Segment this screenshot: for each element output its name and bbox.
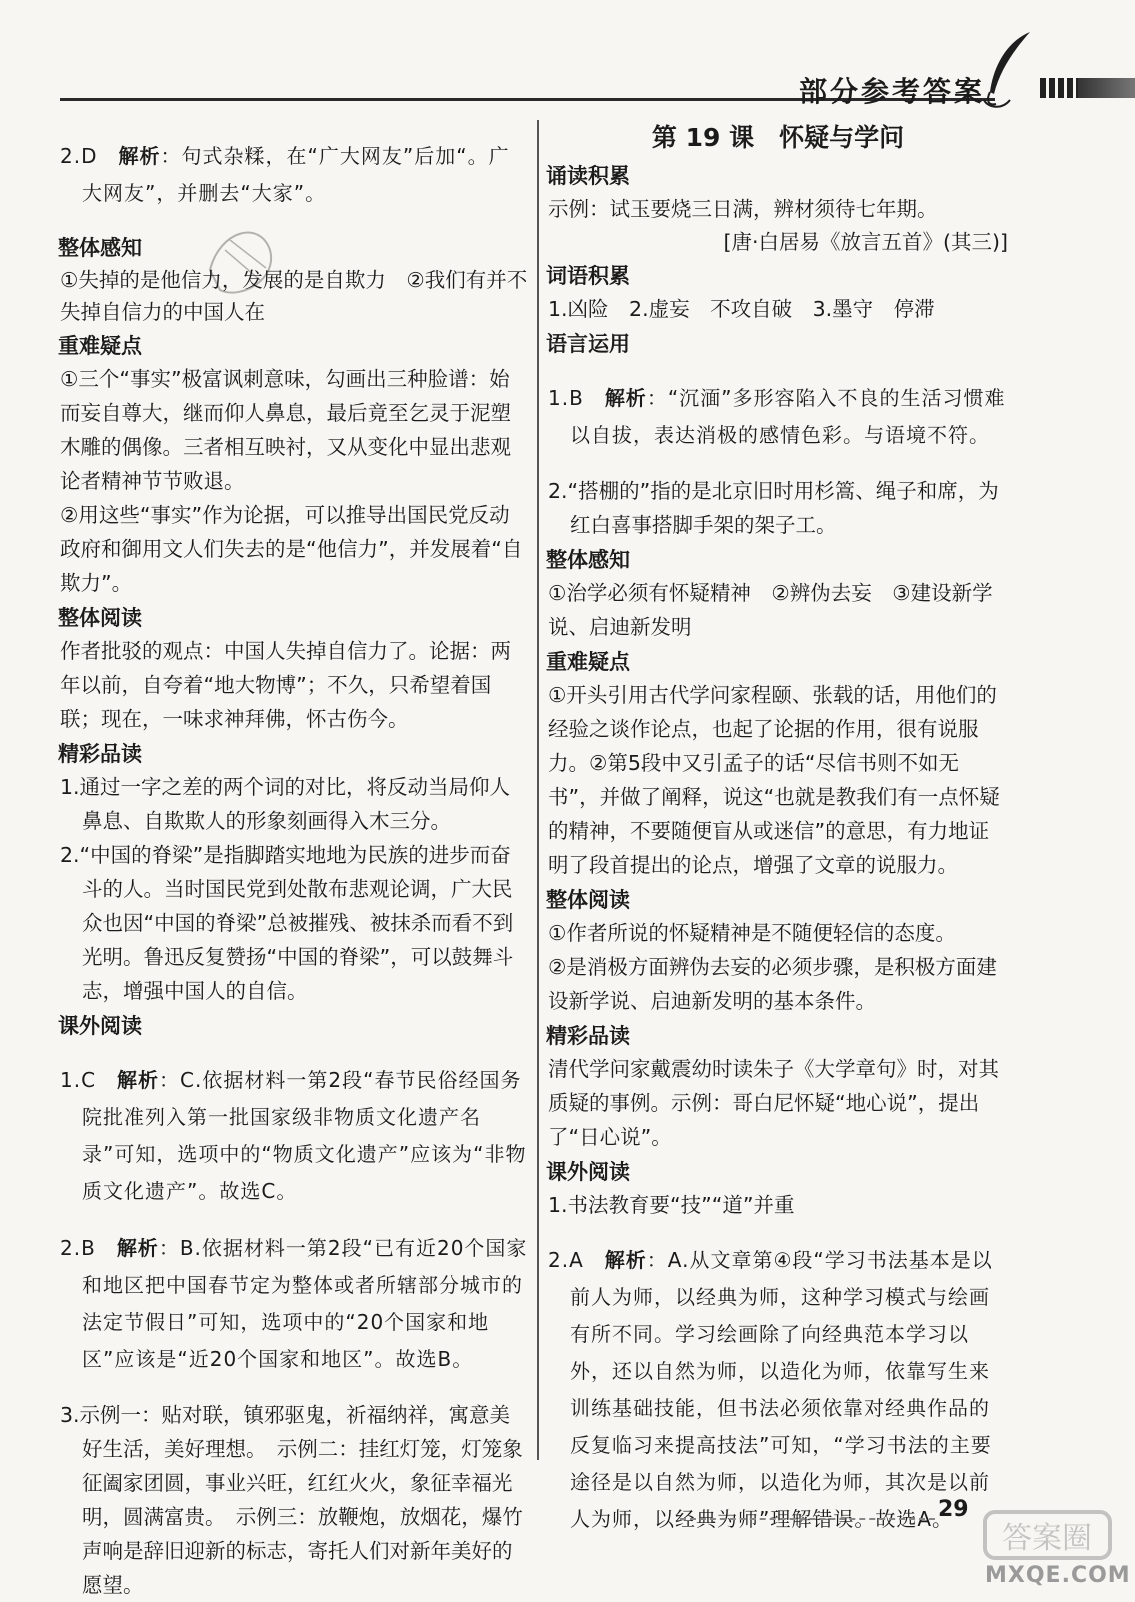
key-points-p2: ②用这些“事实”作为论据，可以推导出国民党反动政府和御用文人们失去的是“他信力”，并发展着“自欺力”。 bbox=[60, 503, 523, 595]
header-bars-decoration bbox=[1040, 78, 1135, 98]
lesson-title: 第 19 课 怀疑与学问 bbox=[651, 123, 905, 152]
right-column bbox=[548, 118, 1008, 1558]
key-points-r-text: ①开头引用古代学问家程颐、张载的话，用他们的经验之谈作论点，也起了论据的作用，很有说服力。②第5段中又引孟子的话“尽信书则不如无书”，并做了阐释，说这“也就是教我们有一点怀疑的精神，不要随便盲从或迷信”的意思，有力地证明了段首提出的论点，增强了文章的说服力。 bbox=[548, 683, 1000, 877]
watermark-text: MXQE.COM bbox=[985, 1563, 1131, 1588]
extra-reading-item-3: 3.示例一：贴对联，镇邪驱鬼，祈福纳祥，寓意美好生活，美好理想。 示例二：挂红灯笼，灯笼象征阖家团圆，事业兴旺，红红火火，象征幸福光明，圆满富贵。 示例三：放鞭炮，放烟花，爆竹声响是辞旧迎新的标志，寄托人们对新年美好的愿望。 bbox=[60, 1403, 523, 1597]
overall-reading-r-p2: ②是消极方面辨伪去妄的必须步骤，是积极方面建设新学说、启迪新发明的基本条件。 bbox=[548, 955, 997, 1013]
vocabulary-text: 1.凶险 2.虚妄 不攻自破 3.墨守 停滞 bbox=[548, 297, 935, 321]
highlights-r-text: 清代学问家戴震幼时读朱子《大学章句》时，对其质疑的事例。示例：哥白尼怀疑“地心说”，提出了“日心说”。 bbox=[548, 1057, 999, 1149]
heading-key-points-r: 重难疑点 bbox=[546, 650, 630, 674]
heading-overall-reading-r: 整体阅读 bbox=[546, 888, 630, 912]
left-column bbox=[60, 118, 530, 1602]
heading-extra-reading: 课外阅读 bbox=[58, 1014, 142, 1038]
svg-text:答案圈: 答案圈 bbox=[1002, 1521, 1092, 1556]
heading-recitation: 诵读积累 bbox=[546, 164, 630, 188]
heading-highlights: 精彩品读 bbox=[58, 742, 142, 766]
key-points-p1: ①三个“事实”极富讽刺意味，勾画出三种脸谱：始而妄自尊大，继而仰人鼻息，最后竟至乞灵于泥塑木雕的偶像。三者相互映衬，又从变化中显出悲观论者精神节节败退。 bbox=[60, 367, 511, 493]
heading-key-points: 重难疑点 bbox=[58, 334, 142, 358]
heading-language-use: 语言运用 bbox=[546, 332, 630, 356]
overall-perception-r-text: ①治学必须有怀疑精神 ②辨伪去妄 ③建设新学说、启迪新发明 bbox=[548, 581, 993, 639]
highlights-item-2: 2.“中国的脊梁”是指脚踏实地地为民族的进步而奋斗的人。当时国民党到处散布悲观论调，广大民众也因“中国的脊梁”总被摧残、被抹杀而看不到光明。鲁迅反复赞扬“中国的脊梁”，可以鼓舞斗志，增强中国人的自信。 bbox=[60, 843, 514, 1003]
heading-overall-perception: 整体感知 bbox=[58, 236, 142, 260]
extra-reading-r-item-1: 1.书法教育要“技”“道”并重 bbox=[548, 1193, 795, 1217]
feather-icon bbox=[980, 30, 1040, 110]
heading-overall-reading: 整体阅读 bbox=[58, 606, 142, 630]
header-title: 部分参考答案 bbox=[798, 75, 985, 108]
column-divider bbox=[537, 120, 539, 1460]
extra-reading-item-2: 2.B 解析：B.依据材料一第2段“已有近20个国家和地区把中国春节定为整体或者所辖部分城市的法定节假日”可知，选项中的“20个国家和地区”应该是“近20个国家和地区”。故选B。 bbox=[60, 1236, 528, 1371]
extra-reading-item-1: 1.C 解析：C.依据材料一第2段“春节民俗经国务院批准列入第一批国家级非物质文化遗产名录”可知，选项中的“物质文化遗产”应该为“非物质文化遗产”。故选C。 bbox=[60, 1068, 527, 1203]
page-header bbox=[60, 60, 1135, 110]
recitation-source: [唐·白居易《放言五首》(其三)] bbox=[723, 230, 1008, 254]
heading-extra-reading-r: 课外阅读 bbox=[546, 1160, 630, 1184]
answer-2d: 2.D 解析：句式杂糅，在“广大网友”后加“。广大网友”，并删去“大家”。 bbox=[60, 144, 510, 205]
extra-reading-r-item-2: 2.A 解析：A.从文章第④段“学习书法基本是以前人为师，以经典为师，这种学习模式与绘画有所不同。学习绘画除了向经典范本学习以外，还以自然为师，以造化为师，依靠写生来训练基础技能，但书法必须依靠对经典作品的反复临习来提高技法”可知，“学习书法的主要途径是以自然为师，以造化为师，其次是以前人为师，以经典为师”理解错误。故选A。 bbox=[548, 1248, 993, 1531]
heading-highlights-r: 精彩品读 bbox=[546, 1024, 630, 1048]
overall-reading-r-p1: ①作者所说的怀疑精神是不随便轻信的态度。 bbox=[548, 921, 956, 945]
page-number: 29 bbox=[938, 1497, 969, 1522]
heading-vocabulary: 词语积累 bbox=[546, 264, 630, 288]
footer-rule bbox=[680, 1518, 935, 1520]
highlights-item-1: 1.通过一字之差的两个词的对比，将反动当局仰人鼻息、自欺欺人的形象刻画得入木三分。 bbox=[60, 775, 511, 833]
language-use-item-2: 2.“搭棚的”指的是北京旧时用杉篙、绳子和席，为红白喜事搭脚手架的架子工。 bbox=[548, 479, 999, 537]
recitation-text: 示例：试玉要烧三日满，辨材须待七年期。 bbox=[548, 197, 938, 221]
language-use-item-1: 1.B 解析：“沉湎”多形容陷入不良的生活习惯难以自拔，表达消极的感情色彩。与语境不符。 bbox=[548, 386, 1006, 447]
overall-perception-text: ①失掉的是他信力，发展的是自欺力 ②我们有并不失掉自信力的中国人在 bbox=[60, 268, 528, 324]
heading-overall-perception-r: 整体感知 bbox=[546, 548, 630, 572]
overall-reading-text: 作者批驳的观点：中国人失掉自信力了。论据：两年以前，自夸着“地大物博”；不久，只希望着国联；现在，一味求神拜佛，怀古伤今。 bbox=[60, 639, 511, 731]
